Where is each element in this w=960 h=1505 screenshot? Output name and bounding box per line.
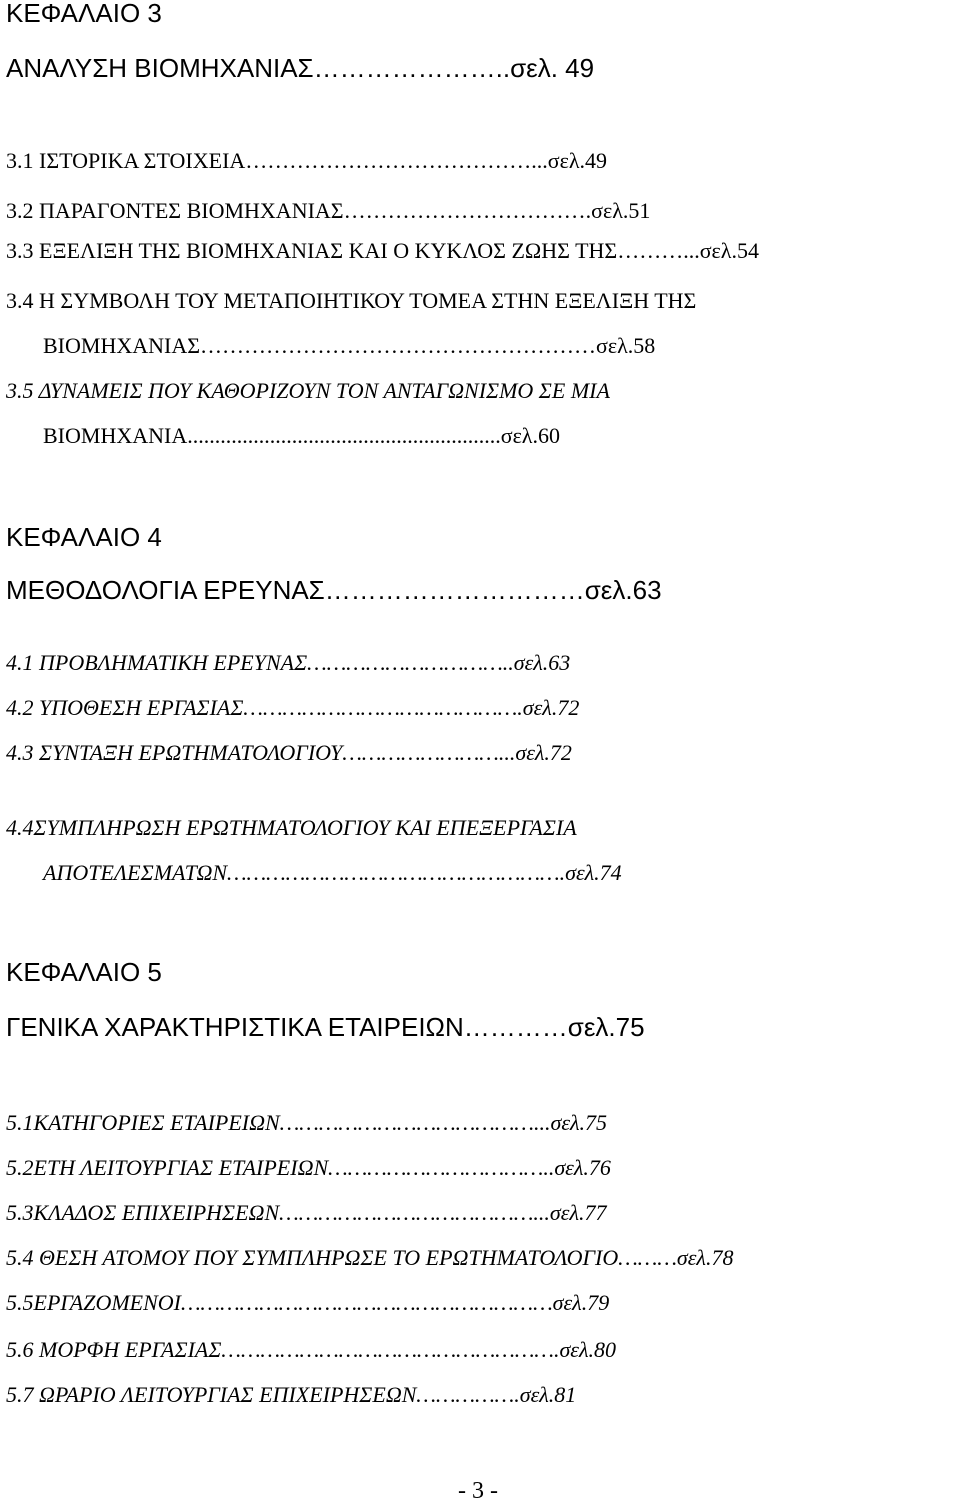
toc-entry-3-3: 3.3 ΕΞΕΛΙΞΗ ΤΗΣ ΒΙΟΜΗΧΑΝΙΑΣ ΚΑΙ Ο ΚΥΚΛΟΣ ΖΩΗΣ ΤΗΣ………...σελ.54: [6, 238, 759, 263]
toc-entry-3-4-cont: ΒΙΟΜΗΧΑΝΙΑΣ………………………………………………σελ.58: [43, 333, 656, 358]
toc-entry-5-2: 5.2ΕΤΗ ΛΕΙΤΟΥΡΓΙΑΣ ΕΤΑΙΡΕΙΩΝ……………………………..σελ.76: [6, 1155, 611, 1180]
toc-entry-4-4: 4.4ΣΥΜΠΛΗΡΩΣΗ ΕΡΩΤΗΜΑΤΟΛΟΓΙΟΥ ΚΑΙ ΕΠΕΞΕΡΓΑΣΙΑ: [6, 815, 577, 840]
toc-entry-3-1: 3.1 ΙΣΤΟΡΙΚΑ ΣΤΟΙΧΕΙΑ…………………………………...σελ.49: [6, 148, 608, 173]
toc-entry-5-3: 5.3ΚΛΑΔΟΣ ΕΠΙΧΕΙΡΗΣΕΩΝ…………………………………...σελ.77: [6, 1200, 607, 1225]
toc-entry-5-4: 5.4 ΘΕΣΗ ΑΤΟΜΟΥ ΠΟΥ ΣΥΜΠΛΗΡΩΣΕ ΤΟ ΕΡΩΤΗΜΑΤΟΛΟΓΙΟ………σελ.78: [6, 1245, 734, 1270]
toc-entry-4-2: 4.2 ΥΠΟΘΕΣΗ ΕΡΓΑΣΙΑΣ…………………………………….σελ.72: [6, 695, 580, 720]
toc-entry-4-1: 4.1 ΠΡΟΒΛΗΜΑΤΙΚΗ ΕΡΕΥΝΑΣ…………………………..σελ.63: [6, 650, 571, 675]
toc-entry-3-5-cont: ΒΙΟΜΗΧΑΝΙΑ.........................................................σελ.60: [43, 423, 560, 448]
toc-entry-4-4-cont: ΑΠΟΤΕΛΕΣΜΑΤΩΝ…………………………………………….σελ.74: [43, 860, 622, 885]
toc-entry-3-2: 3.2 ΠΑΡΑΓΟΝΤΕΣ ΒΙΟΜΗΧΑΝΙΑΣ…………………………….σελ.51: [6, 198, 651, 223]
toc-entry-4-3: 4.3 ΣΥΝΤΑΞΗ ΕΡΩΤΗΜΑΤΟΛΟΓΙΟΥ……………………...σελ.72: [6, 740, 572, 765]
toc-entry-5-5: 5.5ΕΡΓΑΖΟΜΕΝΟΙ…………………………………………………σελ.79: [6, 1290, 610, 1315]
chapter5-heading: ΚΕΦΑΛΑΙΟ 5: [6, 957, 162, 987]
chapter5-title: ΓΕΝΙΚΑ ΧΑΡΑΚΤΗΡΙΣΤΙΚΑ ΕΤΑΙΡΕΙΩΝ…………σελ.75: [6, 1012, 645, 1042]
chapter4-title: ΜΕΘΟΔΟΛΟΓΙΑ ΕΡΕΥΝΑΣ…………………………σελ.63: [6, 575, 662, 605]
chapter4-heading: ΚΕΦΑΛΑΙΟ 4: [6, 522, 162, 552]
toc-entry-5-1: 5.1ΚΑΤΗΓΟΡΙΕΣ ΕΤΑΙΡΕΙΩΝ…………………………………...σελ.75: [6, 1110, 608, 1135]
toc-entry-5-6: 5.6 ΜΟΡΦΗ ΕΡΓΑΣΙΑΣ…………………………………………….σελ.80: [6, 1337, 616, 1362]
toc-entry-5-7: 5.7 ΩΡΑΡΙΟ ΛΕΙΤΟΥΡΓΙΑΣ ΕΠΙΧΕΙΡΗΣΕΩΝ…………….σελ.81: [6, 1382, 577, 1407]
chapter3-heading: ΚΕΦΑΛΑΙΟ 3: [6, 0, 162, 28]
toc-entry-3-5: 3.5 ΔΥΝΑΜΕΙΣ ΠΟΥ ΚΑΘΟΡΙΖΟΥΝ ΤΟΝ ΑΝΤΑΓΩΝΙΣΜΟ ΣΕ ΜΙΑ: [6, 378, 610, 403]
page-number: - 3 -: [458, 1478, 498, 1504]
chapter3-title: ΑΝΑΛΥΣΗ ΒΙΟΜΗΧΑΝΙΑΣ…………………..σελ. 49: [6, 53, 595, 83]
toc-entry-3-4: 3.4 Η ΣΥΜΒΟΛΗ ΤΟΥ ΜΕΤΑΠΟΙΗΤΙΚΟΥ ΤΟΜΕΑ ΣΤΗΝ ΕΞΕΛΙΞΗ ΤΗΣ: [6, 288, 697, 313]
